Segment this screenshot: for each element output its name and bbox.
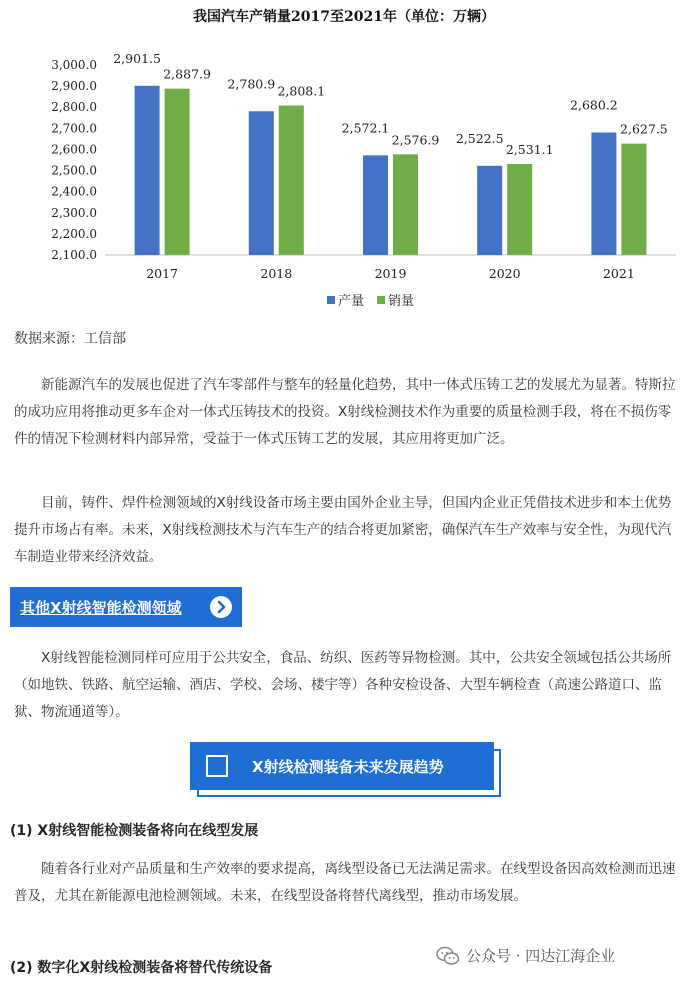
data-label: 2,901.5 (113, 50, 161, 66)
bar-sales (165, 89, 190, 255)
bar-production (477, 166, 502, 255)
legend-swatch (377, 296, 385, 304)
bar-sales (393, 154, 418, 255)
bar-production (135, 86, 160, 255)
subheading-digital: (2) 数字化X射线检测装备将替代传统设备 (10, 960, 273, 976)
paragraph-lightweight: 新能源汽车的发展也促进了汽车零部件与整车的轻量化趋势，其中一体式压铸工艺的发展尤为显著。特斯拉的成功应用将推动更多车企对一体式压铸技术的投资。X射线检测技术作为重要的质量检测手段，将在不损伤零件的情况下检测材料内部异常，受益于一体式压铸工艺的发展，其应用将更加广泛。 (14, 377, 676, 447)
legend-swatch (327, 296, 335, 304)
legend-label: 销量 (388, 294, 415, 309)
y-tick-label: 2,300.0 (51, 205, 97, 220)
x-tick-label: 2018 (260, 266, 293, 281)
watermark-text: 公众号 · 四达江海企业 (466, 947, 616, 965)
paragraph-public-safety: X射线智能检测同样可应用于公共安全，食品、纺织、医药等异物检测。其中，公共安全领域包括公共场所（如地铁、铁路、航空运输、酒店、学校、会场、楼宇等）各种安检设备、大型车辆检查（高速公路道口、监狱、物流通道等）。 (14, 650, 672, 720)
data-label: 2,808.1 (277, 83, 326, 99)
wechat-icon (436, 946, 460, 966)
data-source: 数据来源：工信部 (14, 331, 126, 347)
data-label: 2,576.9 (391, 132, 440, 148)
y-tick-label: 2,100.0 (51, 248, 97, 262)
y-tick-label: 2,200.0 (51, 226, 97, 241)
sales-chart (0, 0, 688, 320)
chart-svg (0, 0, 688, 320)
y-tick-label: 2,900.0 (51, 79, 97, 94)
x-tick-label: 2019 (374, 266, 407, 281)
data-label: 2,522.5 (455, 130, 504, 146)
y-tick-label: 2,800.0 (51, 100, 97, 115)
section-banner-trend (190, 742, 494, 790)
bar-production (249, 111, 274, 255)
y-tick-label: 2,700.0 (51, 121, 97, 136)
chevron-right-icon (210, 596, 232, 618)
paragraph-market: 目前，铸件、焊件检测领域的X射线设备市场主要由国外企业主导，但国内企业正凭借技术进步和本土优势提升市场占有率。未来，X射线检测技术与汽车生产的结合将更加紧密，确保汽车生产效率与安全性，为现代汽车制造业带来经济效益。 (14, 495, 672, 565)
y-tick-label: 2,600.0 (51, 142, 97, 157)
section-banner-label: 其他X射线智能检测领域 (20, 598, 182, 617)
y-tick-label: 3,000.0 (51, 58, 97, 72)
square-icon (206, 755, 228, 777)
x-tick-label: 2017 (146, 266, 179, 281)
data-label: 2,531.1 (505, 141, 554, 157)
data-label: 2,780.9 (227, 76, 276, 92)
subheading-online: (1) X射线智能检测装备将向在线型发展 (10, 823, 259, 839)
bar-production (363, 155, 388, 255)
bar-sales (621, 144, 646, 255)
legend-label: 产量 (338, 294, 365, 309)
x-tick-label: 2020 (488, 266, 521, 281)
data-label: 2,887.9 (163, 66, 211, 82)
y-tick-label: 2,400.0 (51, 184, 97, 199)
data-label: 2,680.2 (570, 97, 618, 113)
section-banner-other-fields[interactable] (10, 587, 242, 627)
paragraph-online: 随着各行业对产品质量和生产效率的要求提高，离线型设备已无法满足需求。在线型设备因高效检测而迅速普及，尤其在新能源电池检测领域。未来，在线型设备将替代离线型，推动市场发展。 (14, 861, 676, 904)
data-label: 2,572.1 (341, 120, 390, 136)
chart-title: 我国汽车产销量2017至2021年（单位：万辆） (193, 9, 495, 25)
bar-production (591, 133, 616, 255)
watermark (436, 945, 615, 966)
bar-sales (279, 106, 304, 255)
section-banner-label: X射线检测装备未来发展趋势 (252, 757, 444, 776)
y-tick-label: 2,500.0 (51, 163, 97, 178)
x-tick-label: 2021 (602, 266, 635, 281)
bar-sales (507, 164, 532, 255)
data-label: 2,627.5 (620, 121, 668, 137)
